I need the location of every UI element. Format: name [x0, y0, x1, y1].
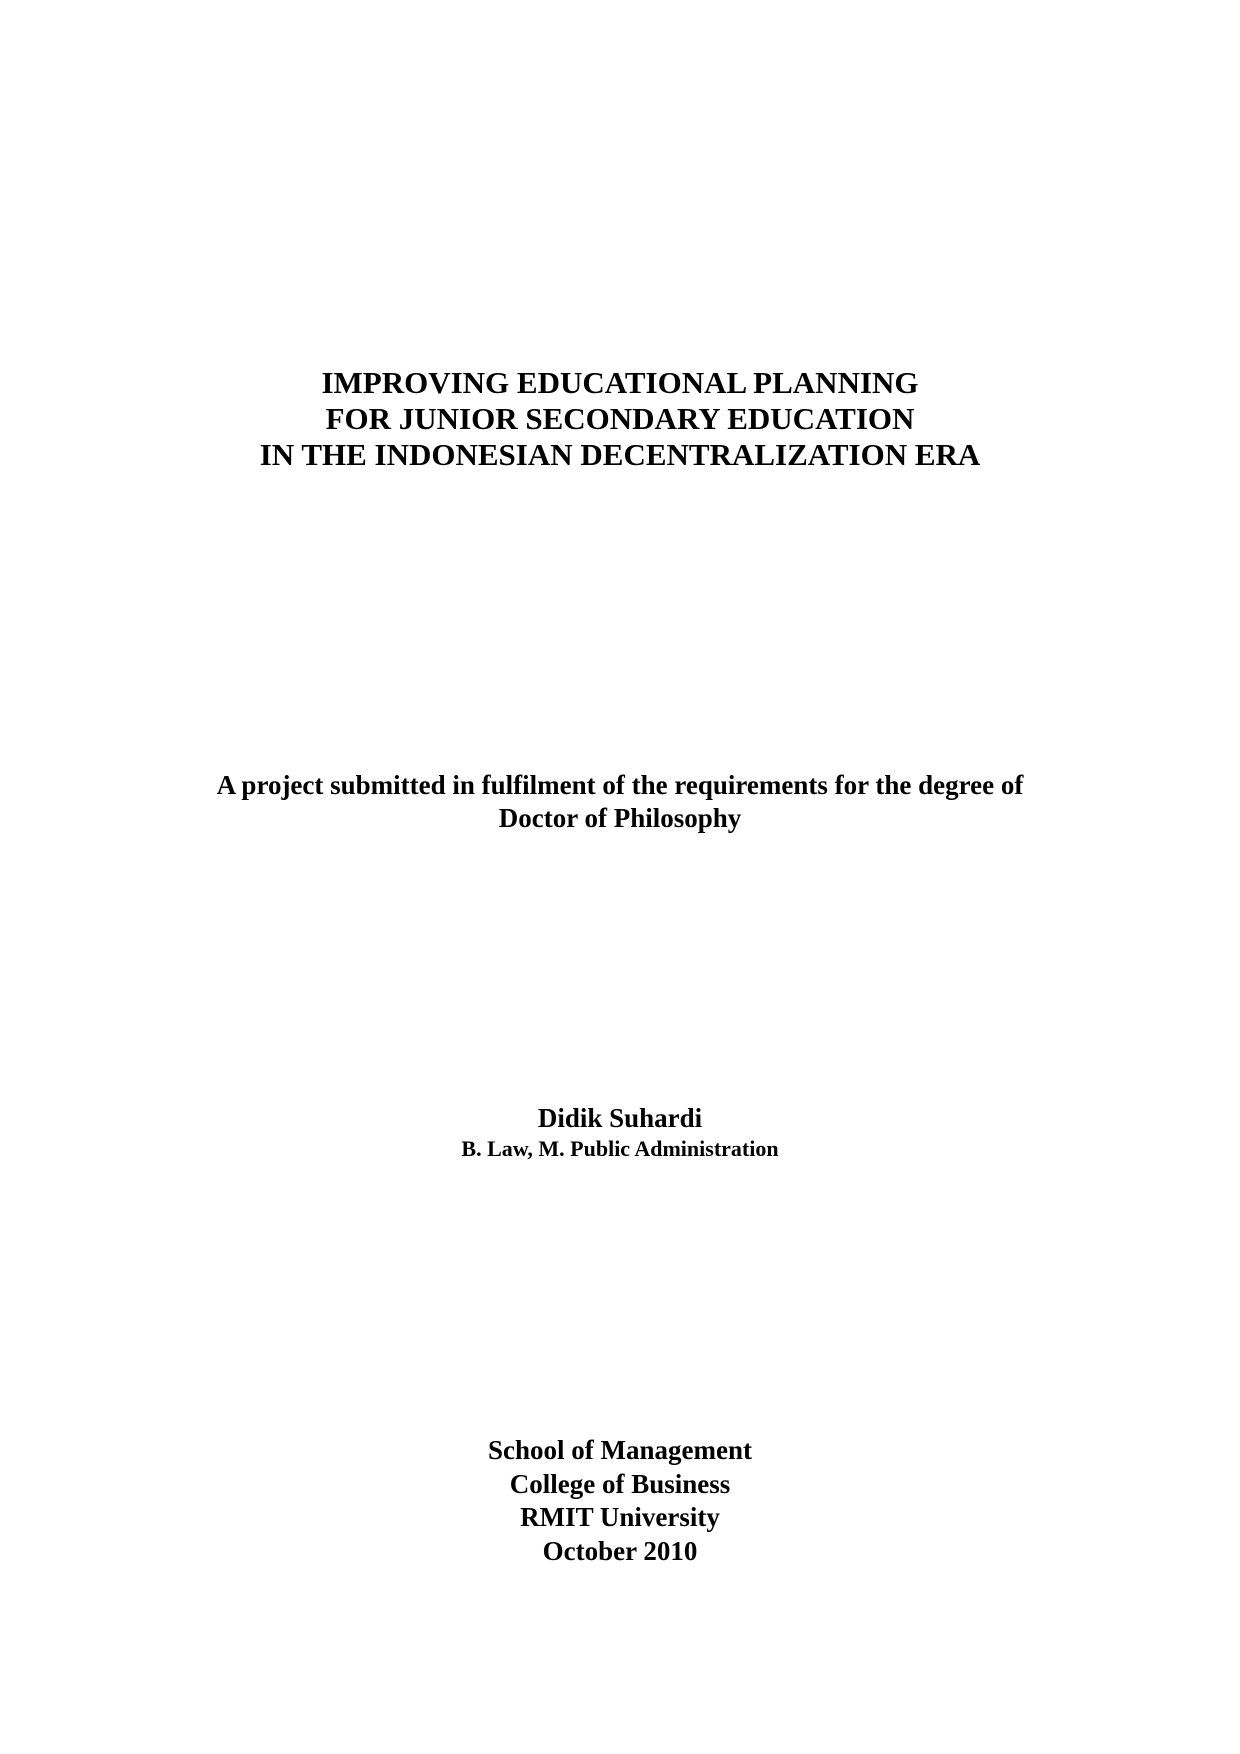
author-name: Didik Suhardi [537, 1103, 703, 1133]
university-name: RMIT University [520, 1502, 720, 1532]
thesis-title [0, 365, 1240, 473]
institution-block [0, 1434, 1240, 1568]
author-degrees: B. Law, M. Public Administration [461, 1136, 779, 1161]
submission-statement-line-1: A project submitted in fulfilment of the requirements for the degree of [216, 770, 1024, 800]
thesis-title-line-2: FOR JUNIOR SECONDARY EDUCATION [325, 401, 915, 436]
school-name: School of Management [488, 1435, 752, 1465]
thesis-title-line-1: IMPROVING EDUCATIONAL PLANNING [321, 365, 919, 400]
author-block [0, 1102, 1240, 1163]
degree-name: Doctor of Philosophy [498, 803, 742, 833]
college-name: College of Business [509, 1468, 731, 1499]
submission-date: October 2010 [542, 1535, 698, 1566]
submission-statement [0, 769, 1240, 835]
thesis-title-line-3: IN THE INDONESIAN DECENTRALIZATION ERA [259, 437, 981, 472]
